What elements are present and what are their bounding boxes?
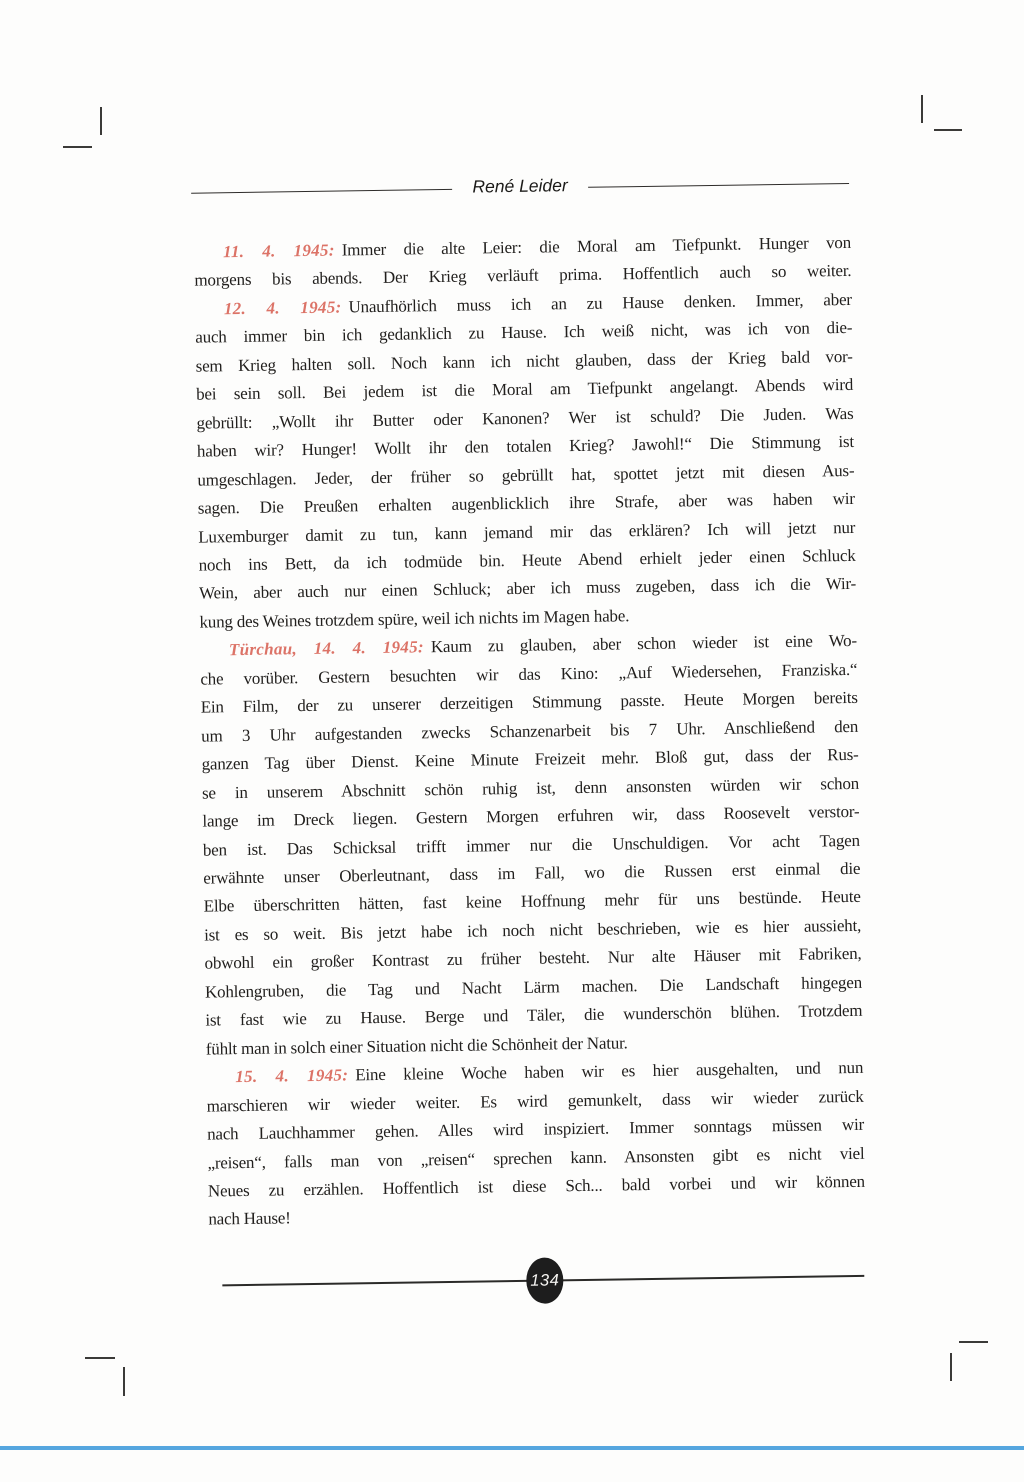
text-line: gebrüllt: „Wollt ihr Butter oder Kanonen? Wer ist schuld? Die Juden. Was bbox=[196, 403, 854, 433]
entry-date-label: 12. 4. 1945: bbox=[223, 297, 342, 319]
text-line: „reisen“, falls man von „reisen“ sprechen kann. Ansonsten gibt es nicht viel bbox=[207, 1143, 865, 1173]
page-number-badge bbox=[526, 1257, 564, 1304]
header-rule-left bbox=[191, 188, 452, 194]
text-line: nach Hause! bbox=[208, 1208, 291, 1229]
entry-date-label: Türchau, 14. 4. 1945: bbox=[228, 637, 425, 660]
text-line: noch ins Bett, da ich todmüde bin. Heute Abend erhielt jeder einen Schluck bbox=[198, 545, 856, 575]
text-line: um 3 Uhr aufgestanden zwecks Schanzenarbeit bis 7 Uhr. Anschließend den bbox=[201, 716, 859, 746]
text-line: ben ist. Das Schicksal trifft immer nur die Unschuldigen. Vor acht Tagen bbox=[202, 830, 860, 860]
text-line: Kohlengruben, die Tag und Nacht Lärm machen. Die Landschaft hingegen bbox=[204, 972, 863, 1002]
text-line: sem Krieg halten soll. Noch kann ich nicht glauben, dass der Krieg bald vor- bbox=[195, 346, 853, 376]
text-line: marschieren wir wieder weiter. Es wird gemunkelt, dass wir wieder zurück bbox=[206, 1086, 864, 1116]
text-line: lange im Dreck liegen. Gestern Morgen erfuhren wir, dass Roosevelt verstor- bbox=[202, 801, 860, 831]
text-line: 11. 4. 1945: Immer die alte Leier: die Moral am Tiefpunkt. Hunger von bbox=[222, 232, 852, 262]
text-line: ganzen Tag über Dienst. Keine Minute Freizeit mehr. Bloß gut, dass der Rus- bbox=[201, 745, 859, 774]
text-line: umgeschlagen. Jeder, der früher so gebrüllt hat, spottet jetzt mit diesen Aus- bbox=[197, 460, 855, 490]
header-rule-right bbox=[588, 183, 849, 189]
author-name: René Leider bbox=[472, 175, 568, 197]
text-line: erwähnte unser Oberleutnant, dass im Fall, wo die Russen erst einmal die bbox=[203, 858, 861, 888]
text-line: 12. 4. 1945: Unaufhörlich muss ich an zu Hause denken. Immer, aber bbox=[223, 289, 852, 319]
text-line: Elbe überschritten hätten, fast keine Hoffnung mehr für uns bestünde. Heute bbox=[203, 887, 861, 917]
scanner-edge-blue-strip bbox=[0, 1446, 1024, 1450]
text-line: Türchau, 14. 4. 1945: Kaum zu glauben, aber schon wieder ist eine Wo- bbox=[228, 631, 858, 660]
text-line: kung des Weines trotzdem spüre, weil ich nichts im Magen habe. bbox=[199, 606, 630, 632]
text-line: morgens bis abends. Der Krieg verläuft prima. Hoffentlich auch so weiter. bbox=[194, 261, 852, 291]
text-line: Ein Film, der zu unserer derzeitigen Stimmung passte. Heute Morgen bereits bbox=[200, 688, 858, 717]
page-number: 134 bbox=[530, 1270, 560, 1290]
text-line: fühlt man in solch einer Situation nicht die Schönheit der Natur. bbox=[205, 1033, 628, 1059]
text-line: haben wir? Hunger! Wollt ihr den totalen Krieg? Jawohl!“ Die Stimmung ist bbox=[196, 432, 855, 461]
running-head bbox=[191, 171, 849, 206]
entry-date-label: 15. 4. 1945: bbox=[235, 1065, 349, 1087]
text-line: ist es so weit. Bis jetzt habe ich noch nicht beschrieben, wie es hier aussieht, bbox=[204, 915, 862, 945]
text-line: che vorüber. Gestern besuchten wir das Kino: „Auf Wiedersehen, Franziska.“ bbox=[200, 659, 858, 689]
text-line: se in unserem Abschnitt schön ruhig ist, denn ansonsten würden wir schon bbox=[201, 773, 860, 803]
text-line: obwohl ein großer Kontrast zu früher besteht. Nur alte Häuser mit Fabriken, bbox=[204, 944, 862, 973]
text-line: 15. 4. 1945: Eine kleine Woche haben wir es hier ausgehalten, und nun bbox=[235, 1057, 864, 1087]
text-line: nach Lauchhammer gehen. Alles wird inspiziert. Immer sonntags müssen wir bbox=[206, 1114, 865, 1144]
entry-date-label: 11. 4. 1945: bbox=[222, 240, 335, 262]
text-line: Neues zu erzählen. Hoffentlich ist diese Sch... bald vorbei und wir können bbox=[207, 1171, 866, 1201]
text-line: ist fast wie zu Hause. Berge und Täler, die wunderschön blühen. Trotzdem bbox=[205, 1001, 863, 1030]
text-line: auch immer bin ich gedanklich zu Hause. Ich weiß nicht, was ich von die- bbox=[195, 318, 853, 348]
diary-text bbox=[194, 229, 866, 1234]
text-line: sagen. Die Preußen erhalten augenblicklich ihre Strafe, aber was haben wir bbox=[197, 488, 855, 518]
text-line: bei sein soll. Bei jedem ist die Moral am Tiefpunkt angelangt. Abends wird bbox=[195, 375, 854, 404]
text-line: Wein, aber auch nur einen Schluck; aber ich muss zugeben, dass ich die Wir- bbox=[198, 574, 857, 604]
text-line: Luxemburger damit zu tun, kann jemand mir das erklären? Ich will jetzt nur bbox=[198, 517, 856, 547]
